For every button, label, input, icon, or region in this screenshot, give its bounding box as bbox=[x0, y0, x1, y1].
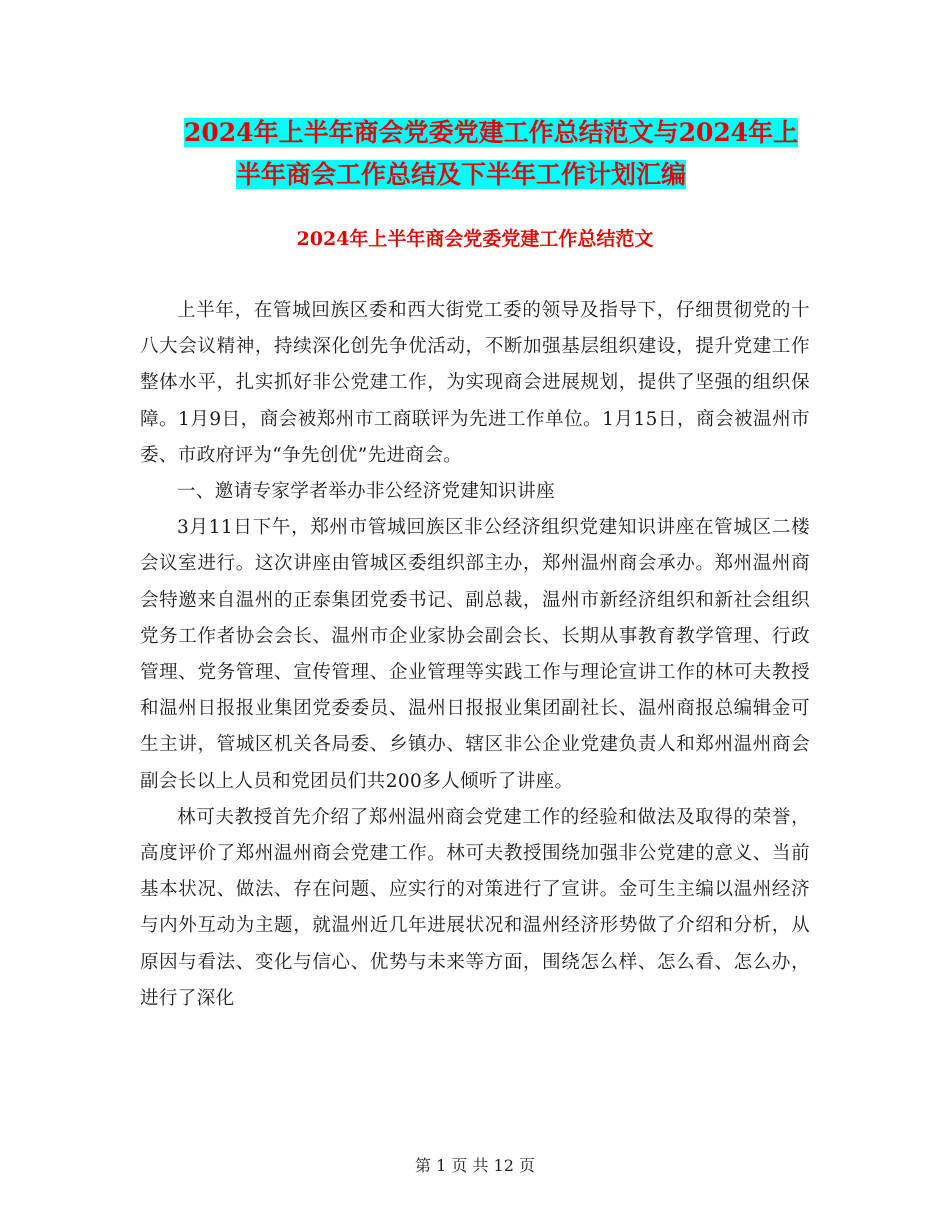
paragraph-professor: 林可夫教授首先介绍了郑州温州商会党建工作的经验和做法及取得的荣誉，高度评价了郑州温州商会党建工作。林可夫教授围绕加强非公党建的意义、当前基本状况、做法、存在问题、应实行的对策进行了宣讲。金可生主编以温州经济与内外互动为主题，就温州近几年进展状况和温州经济形势做了介绍和分析，从原因与看法、变化与信心、优势与未来等方面，围绕怎么样、怎么看、怎么办，进行了深化 bbox=[140, 806, 810, 1009]
title-line-1: 2024年上半年商会党委党建工作总结范文与2024年上 bbox=[184, 118, 799, 147]
document-title bbox=[140, 112, 830, 196]
document-body bbox=[140, 293, 810, 1017]
section-title: 2024年上半年商会党委党建工作总结范文 bbox=[296, 228, 654, 250]
paragraph-heading-1: 一、邀请专家学者举办非公经济党建知识讲座 bbox=[177, 481, 556, 503]
paragraph-lecture: 3月11日下午，郑州市管城回族区非公经济组织党建知识讲座在管城区二楼会议室进行。这次讲座由管城区委组织部主办，郑州温州商会承办。郑州温州商会特邀来自温州的正泰集团党委书记、副总裁，温州市新经济组织和新社会组织党务工作者协会会长、温州市企业家协会副会长、长期从事教育教学管理、行政管理、党务管理、宣传管理、企业管理等实践工作与理论宣讲工作的林可夫教授和温州日报报业集团党委委员、温州日报报业集团副社长、温州商报总编辑金可生主讲，管城区机关各局委、乡镇办、辖区非公企业党建负责人和郑州温州商会副会长以上人员和党团员们共200多人倾听了讲座。 bbox=[140, 517, 810, 792]
page-footer: 第 1 页 共 12 页 bbox=[415, 1156, 535, 1175]
paragraph-intro: 上半年，在管城回族区委和西大街党工委的领导及指导下，仔细贯彻党的十八大会议精神，持续深化创先争优活动，不断加强基层组织建设，提升党建工作整体水平，扎实抓好非公党建工作，为实现商会进展规划，提供了坚强的组织保障。1月9日，商会被郑州市工商联评为先进工作单位。1月15日，商会被温州市委、市政府评为“争先创优”先进商会。 bbox=[140, 300, 810, 466]
title-line-2: 半年商会工作总结及下半年工作计划汇编 bbox=[236, 160, 687, 189]
